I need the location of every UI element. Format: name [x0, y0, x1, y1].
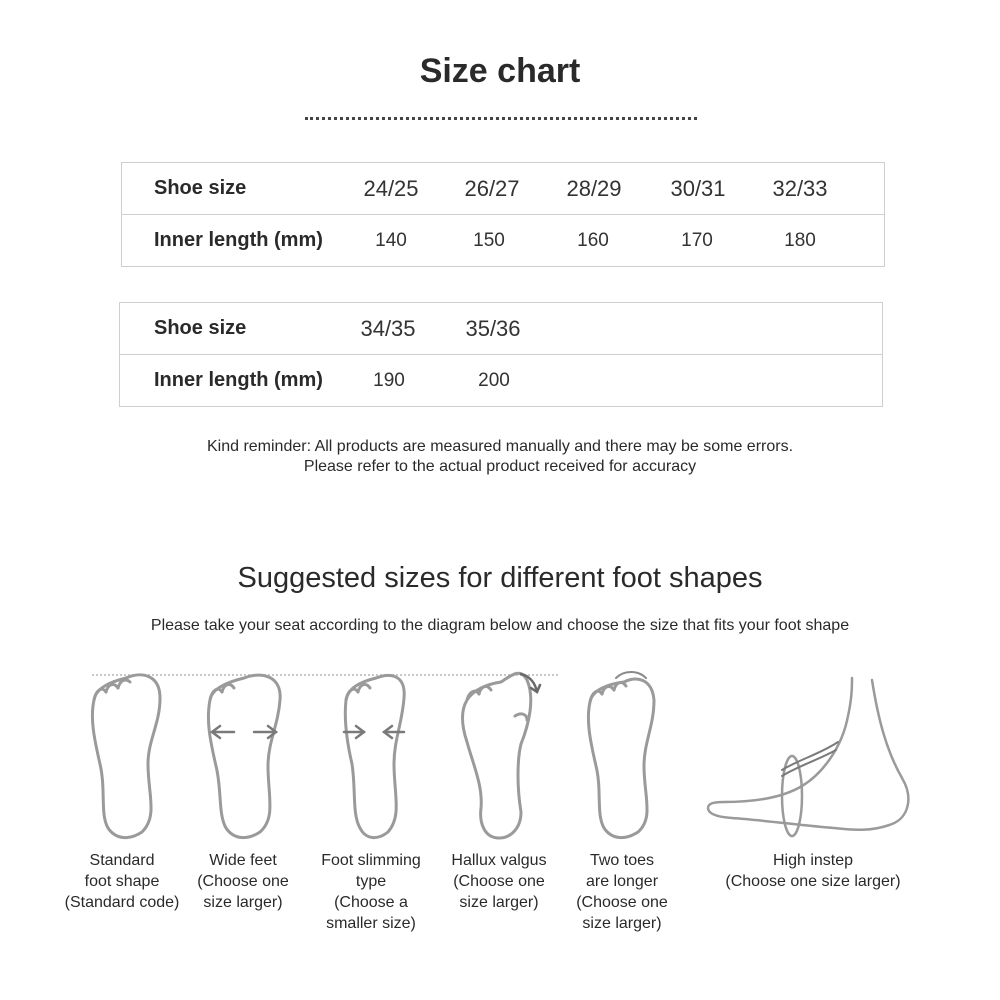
shoe-size-cell: 34/35 [360, 316, 416, 341]
caption-line: Foot slimming [321, 852, 421, 869]
caption-line: smaller size) [326, 915, 416, 932]
shoe-size-label: Shoe size [154, 177, 247, 199]
shoe-size-cell: 24/25 [363, 176, 419, 201]
shoe-size-row [120, 303, 882, 355]
slim-foot-icon [332, 668, 422, 843]
caption-line: (Choose a [334, 894, 408, 911]
size-table-1 [121, 162, 885, 267]
inner-length-label: Inner length (mm) [154, 229, 323, 251]
foot-shape-caption [562, 850, 682, 934]
foot-shape-caption [438, 850, 560, 913]
caption-line: High instep [772, 852, 854, 869]
long-second-toe-foot-icon [578, 668, 668, 843]
inner-length-cell: 200 [478, 370, 510, 391]
measurement-reminder [0, 437, 1000, 477]
caption-line: Hallux valgus [451, 852, 547, 869]
caption-line: size larger) [582, 915, 662, 932]
wide-foot-icon [200, 668, 290, 843]
inner-length-cell: 180 [784, 230, 816, 251]
shoe-size-cell: 26/27 [464, 176, 520, 201]
reminder-line: Please refer to the actual product received for accuracy [303, 458, 697, 475]
size-table-2 [119, 302, 883, 407]
hallux-valgus-foot-icon [455, 668, 550, 843]
inner-length-cell: 150 [473, 230, 505, 251]
reminder-line: Kind reminder: All products are measured manually and there may be some errors. [206, 438, 794, 455]
caption-line: are longer [585, 873, 659, 890]
inner-length-cell: 160 [577, 230, 609, 251]
foot-shape-caption [183, 850, 303, 913]
inner-length-cell: 190 [373, 370, 405, 391]
caption-line: (Choose one size larger) [725, 873, 901, 890]
caption-line: type [355, 873, 387, 890]
inner-length-row [120, 355, 882, 406]
shoe-size-cell: 32/33 [772, 176, 828, 201]
caption-line: foot shape [84, 873, 160, 890]
caption-line: (Choose one [453, 873, 545, 890]
caption-line: Standard [89, 852, 155, 869]
caption-line: (Standard code) [64, 894, 180, 911]
section-instruction: Please take your seat according to the diagram below and choose the size that fits your foot shape [150, 617, 850, 634]
caption-line: size larger) [203, 894, 283, 911]
caption-line: (Choose one [576, 894, 668, 911]
high-instep-foot-icon [702, 668, 922, 848]
page-title: Size chart [419, 52, 581, 90]
caption-line: (Choose one [197, 873, 289, 890]
section-title: Suggested sizes for different foot shapes [237, 562, 763, 594]
inner-length-cell: 170 [681, 230, 713, 251]
caption-line: Two toes [589, 852, 655, 869]
foot-shape-caption [306, 850, 436, 934]
shoe-size-cell: 35/36 [465, 316, 521, 341]
inner-length-label: Inner length (mm) [154, 369, 323, 391]
shoe-size-row [122, 163, 884, 215]
standard-foot-icon [82, 668, 172, 843]
shoe-size-label: Shoe size [154, 317, 247, 339]
inner-length-row [122, 215, 884, 266]
shoe-size-cell: 28/29 [566, 176, 622, 201]
foot-shape-caption [713, 850, 913, 892]
inner-length-cell: 140 [375, 230, 407, 251]
foot-shape-caption [52, 850, 192, 913]
caption-line: size larger) [459, 894, 539, 911]
caption-line: Wide feet [209, 852, 277, 869]
shoe-size-cell: 30/31 [670, 176, 726, 201]
title-divider [305, 117, 697, 120]
